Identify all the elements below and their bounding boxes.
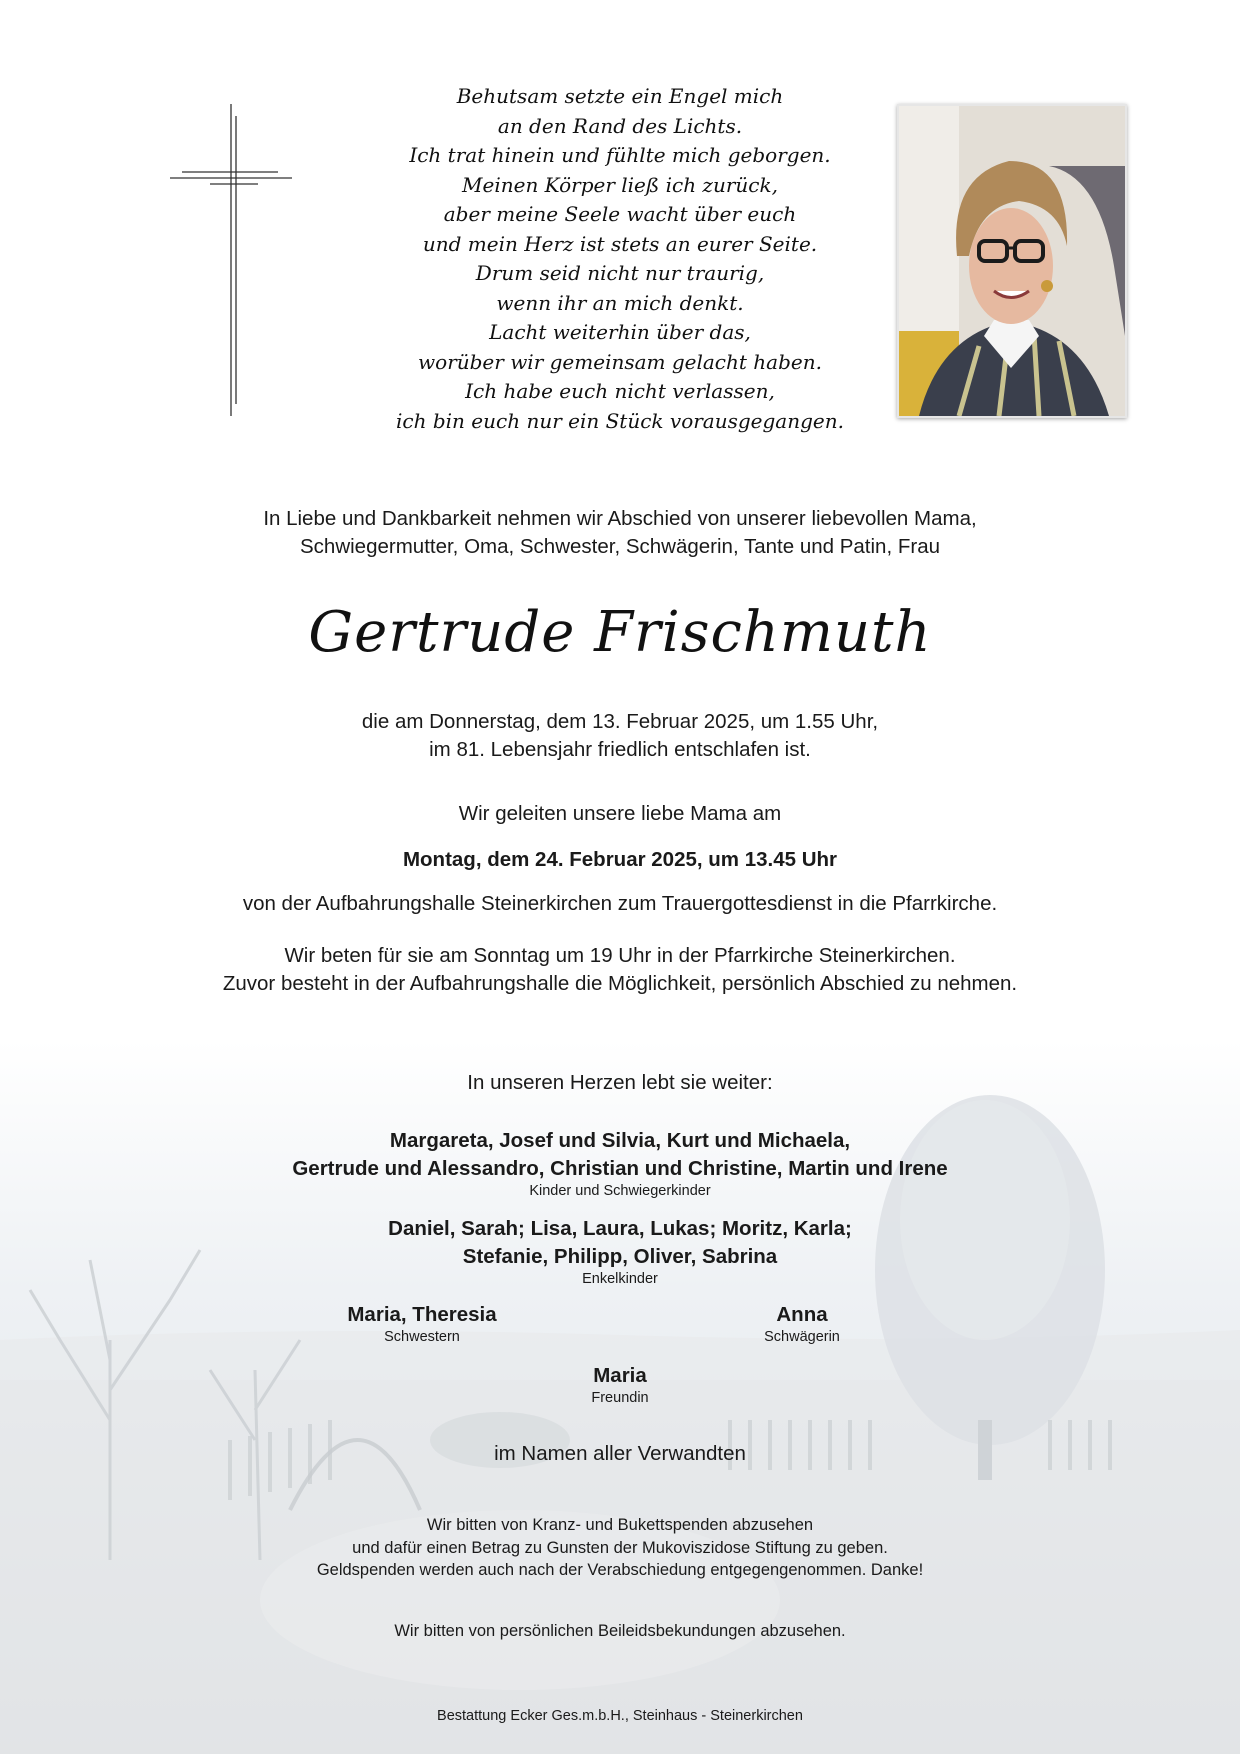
funeral-escort-text: Wir geleiten unsere liebe Mama am <box>458 802 782 825</box>
intro-line: Schwiegermutter, Oma, Schwester, Schwägerin, Tante und Patin, Frau <box>300 535 940 558</box>
on-behalf-text: im Namen aller Verwandten <box>494 1442 746 1465</box>
prayer-notice <box>0 942 1240 998</box>
mourner-relation: Schwägerin <box>764 1329 840 1345</box>
donation-line: Wir bitten von Kranz- und Bukettspenden abzusehen <box>426 1516 814 1534</box>
funeral-route: von der Aufbahrungshalle Steinerkirchen zum Trauergottesdienst in die Pfarrkirche. <box>242 892 998 915</box>
poem-line: ich bin euch nur ein Stück vorausgegangen. <box>396 408 844 433</box>
portrait-photo <box>897 104 1127 418</box>
donation-line: und dafür einen Betrag zu Gunsten der Mukoviszidose Stiftung zu geben. <box>352 1538 888 1557</box>
mourner-names: Gertrude und Alessandro, Christian und Christine, Martin und Irene <box>292 1157 948 1180</box>
intro-line: In Liebe und Dankbarkeit nehmen wir Abschied von unserer liebevollen Mama, <box>263 507 977 530</box>
poem-line: Ich habe euch nicht verlassen, <box>465 379 775 403</box>
donation-notice <box>0 1514 1240 1582</box>
cross-icon <box>170 104 295 416</box>
mourner-relation: Kinder und Schwiegerkinder <box>529 1183 711 1199</box>
mourner-names: Anna <box>776 1303 828 1326</box>
funeral-date: Montag, dem 24. Februar 2025, um 13.45 Uhr <box>402 848 838 871</box>
mourner-relation: Schwestern <box>384 1329 460 1345</box>
poem-line: Drum seid nicht nur traurig, <box>475 261 765 285</box>
poem-line: wenn ihr an mich denkt. <box>496 290 744 315</box>
poem-line: Ich trat hinein und fühlte mich geborgen. <box>409 143 831 167</box>
mourners-heading: In unseren Herzen lebt sie weiter: <box>467 1071 773 1094</box>
mourner-group-sisters <box>272 1301 572 1346</box>
deceased-name: Gertrude Frischmuth <box>308 600 932 665</box>
mourner-relation: Enkelkinder <box>582 1271 658 1287</box>
condolence-notice: Wir bitten von persönlichen Beileidsbekundungen abzusehen. <box>394 1622 846 1640</box>
donation-line: Geldspenden werden auch nach der Verabschiedung entgegengenommen. Danke! <box>316 1561 924 1579</box>
mourner-group-friend <box>0 1362 1240 1407</box>
mourner-names: Daniel, Sarah; Lisa, Laura, Lukas; Moritz, Karla; <box>388 1217 852 1240</box>
poem-line: aber meine Seele wacht über euch <box>443 202 797 226</box>
death-notice-line: im 81. Lebensjahr friedlich entschlafen ist. <box>429 738 811 761</box>
mourner-group-sister-in-law <box>652 1301 952 1346</box>
death-notice <box>0 708 1240 764</box>
poem-line: Behutsam setzte ein Engel mich <box>456 84 784 108</box>
mourner-group-children <box>0 1127 1240 1200</box>
funeral-home-footer: Bestattung Ecker Ges.m.b.H., Steinhaus - Steinerkirchen <box>437 1708 803 1724</box>
death-notice-line: die am Donnerstag, dem 13. Februar 2025, um 1.55 Uhr, <box>361 710 879 733</box>
intro-text <box>0 505 1240 561</box>
mourner-relation: Freundin <box>591 1390 649 1406</box>
poem-line: worüber wir gemeinsam gelacht haben. <box>418 349 822 374</box>
poem-line: und mein Herz ist stets an eurer Seite. <box>422 231 818 256</box>
mourner-names: Stefanie, Philipp, Oliver, Sabrina <box>462 1245 778 1268</box>
prayer-line: Zuvor besteht in der Aufbahrungshalle die Möglichkeit, persönlich Abschied zu nehmen. <box>222 972 1018 995</box>
mourner-names: Maria, Theresia <box>347 1303 497 1326</box>
mourner-names: Margareta, Josef und Silvia, Kurt und Michaela, <box>389 1129 851 1152</box>
mourner-group-grandchildren <box>0 1215 1240 1288</box>
mourner-names: Maria <box>593 1364 647 1387</box>
poem-line: Meinen Körper ließ ich zurück, <box>462 172 778 197</box>
poem-line: Lacht weiterhin über das, <box>489 320 751 344</box>
poem-line: an den Rand des Lichts. <box>497 113 743 138</box>
poem <box>360 82 880 436</box>
prayer-line: Wir beten für sie am Sonntag um 19 Uhr in der Pfarrkirche Steinerkirchen. <box>284 944 956 967</box>
